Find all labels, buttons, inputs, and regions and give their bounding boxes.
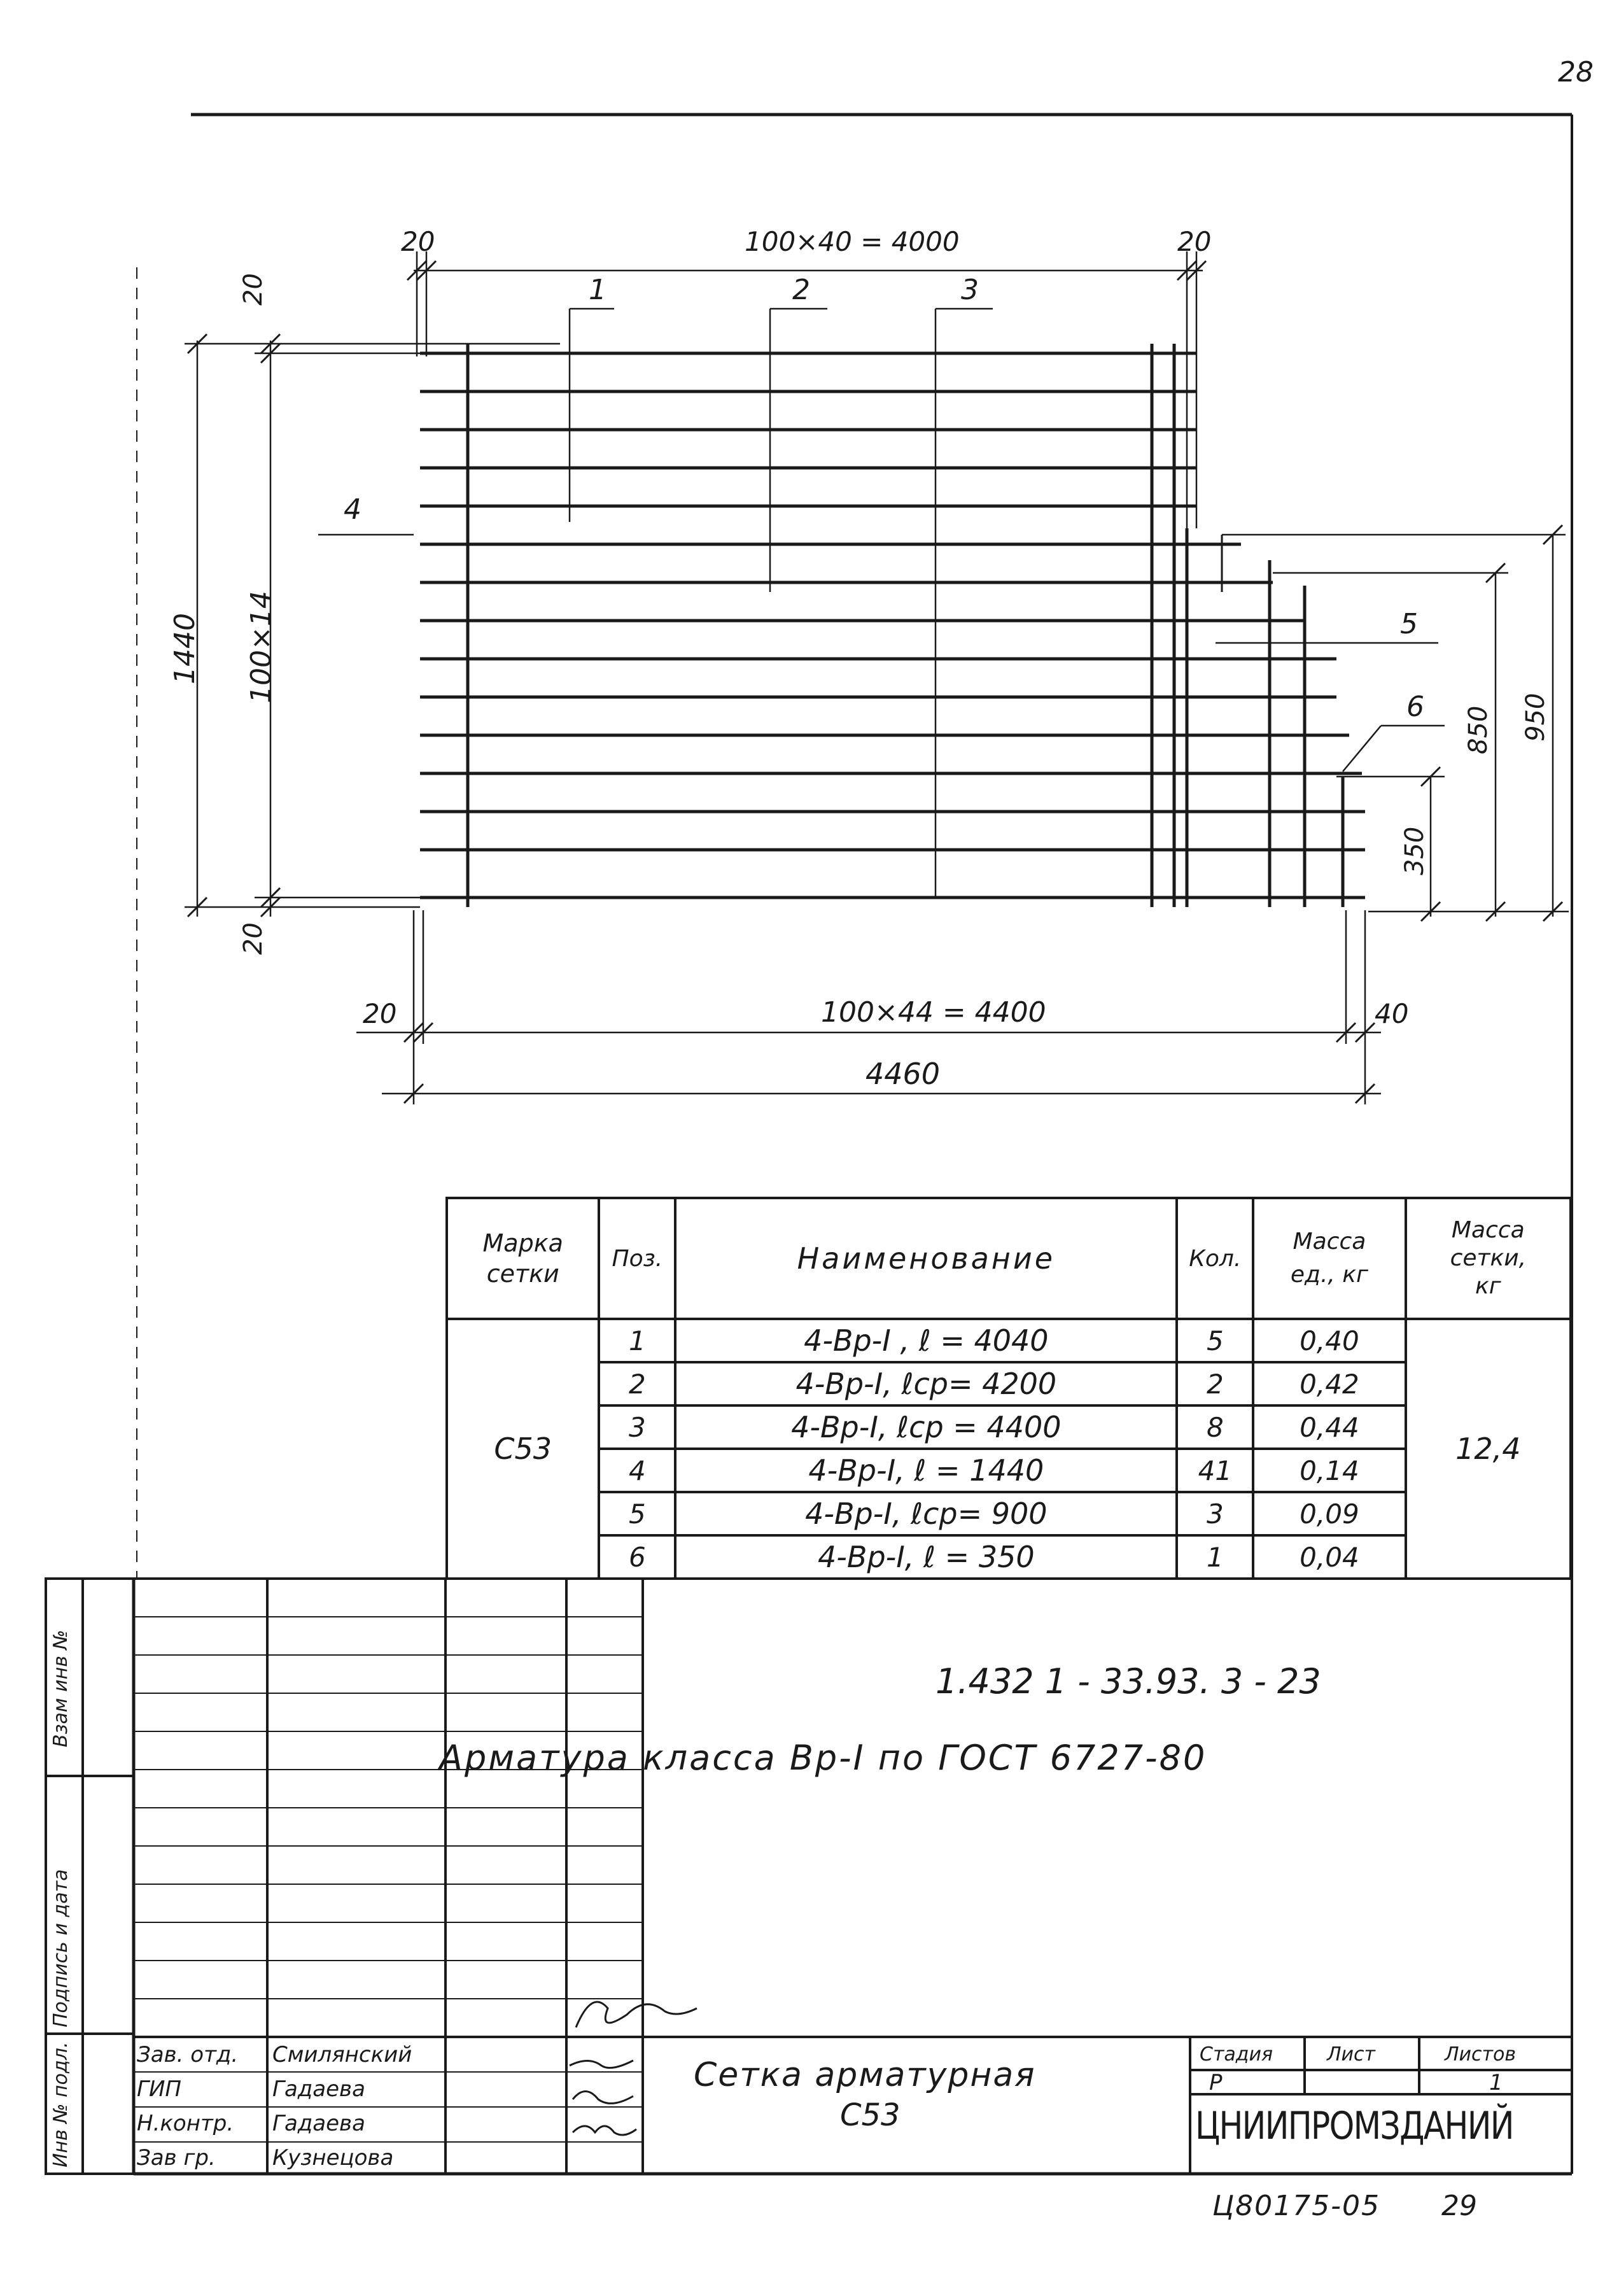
cell-qty: 2: [1177, 1362, 1253, 1405]
dim-top-right: 20: [1177, 226, 1212, 257]
header-pos: Поз.: [599, 1198, 675, 1319]
dim-right-350: 350: [1400, 826, 1429, 875]
dim-top-left: 20: [401, 226, 435, 257]
header-name: Наименование: [675, 1198, 1177, 1319]
cell-pos: 5: [599, 1492, 675, 1535]
callout-4: 4: [344, 493, 361, 526]
signatures: [570, 2002, 697, 2135]
dim-left-inner: 100×14: [245, 591, 277, 703]
role-name: Гадаева: [272, 2076, 365, 2102]
cell-pos: 3: [599, 1405, 675, 1449]
header-unit-mass: Масса ед., кг: [1253, 1198, 1405, 1319]
header-mark: Марка сетки: [447, 1198, 599, 1319]
header-total-mass: Масса сетки, кг: [1406, 1198, 1571, 1319]
page-number: 28: [1558, 56, 1594, 88]
role-label: Зав гр.: [137, 2145, 216, 2171]
sheet-label: Лист: [1327, 2043, 1376, 2066]
stamp-vzam-inv: Взам инв №: [50, 1630, 72, 1747]
doc-code: 1.432 1 - 33.93. 3 - 23: [936, 1661, 1321, 1701]
cell-qty: 41: [1177, 1449, 1253, 1492]
cell-unit-mass: 0,40: [1253, 1319, 1405, 1362]
cell-unit-mass: 0,14: [1253, 1449, 1405, 1492]
cell-pos: 2: [599, 1362, 675, 1405]
cell-name: 4-Вр-I, ℓ = 1440: [675, 1449, 1177, 1492]
callout-6: 6: [1406, 691, 1424, 723]
role-label: Н.контр.: [137, 2111, 234, 2136]
dim-bottom-right: 40: [1375, 998, 1409, 1029]
cell-pos: 6: [599, 1535, 675, 1579]
signature-4: [573, 2126, 636, 2135]
spec-header-row: [447, 1198, 1571, 1319]
stage-label: Стадия: [1200, 2043, 1273, 2066]
sheet-title-mark: С53: [840, 2097, 901, 2133]
stamp-inv-podl: Инв № подл.: [50, 2041, 72, 2167]
cell-pos: 4: [599, 1449, 675, 1492]
cell-name: 4-Вр-I , ℓ = 4040: [675, 1319, 1177, 1362]
table-row: [447, 1492, 1571, 1535]
callout-1: 1: [589, 274, 606, 306]
footer-code: Ц80175-05: [1212, 2190, 1380, 2222]
reinforcement-mesh: [420, 344, 1365, 907]
sheet-title: Сетка арматурная: [694, 2056, 1036, 2094]
cell-name: 4-Вр-I, ℓ = 350: [675, 1535, 1177, 1579]
cell-pos: 1: [599, 1319, 675, 1362]
role-name: Гадаева: [272, 2111, 365, 2136]
sheets-label: Листов: [1445, 2043, 1517, 2066]
cell-unit-mass: 0,09: [1253, 1492, 1405, 1535]
note-text: Арматура класса Вр-I по ГОСТ 6727-80: [439, 1738, 1207, 1778]
cell-qty: 8: [1177, 1405, 1253, 1449]
dim-right-950: 950: [1521, 693, 1550, 742]
cell-unit-mass: 0,44: [1253, 1405, 1405, 1449]
org-name: ЦНИИПРОМЗДАНИЙ: [1195, 2104, 1513, 2148]
stage-value: Р: [1209, 2070, 1223, 2095]
cell-unit-mass: 0,42: [1253, 1362, 1405, 1405]
dim-bottom-span: 100×44 = 4400: [821, 996, 1046, 1029]
table-row: [447, 1449, 1571, 1492]
signature-1: [576, 2002, 697, 2027]
signature-2: [570, 2060, 633, 2068]
cell-unit-mass: 0,04: [1253, 1535, 1405, 1579]
cell-qty: 1: [1177, 1535, 1253, 1579]
dimension-ticks: [188, 261, 1562, 1103]
spec-table: [445, 1197, 1572, 1580]
cell-name: 4-Вр-I, ℓср = 4400: [675, 1405, 1177, 1449]
dim-right-850: 850: [1464, 705, 1493, 754]
cell-mark: С53: [447, 1319, 599, 1579]
table-row: [447, 1535, 1571, 1579]
header-qty: Кол.: [1177, 1198, 1253, 1319]
table-row: [447, 1362, 1571, 1405]
footer-page: 29: [1441, 2190, 1477, 2222]
dim-bottom-left: 20: [363, 998, 397, 1029]
role-name: Кузнецова: [272, 2145, 394, 2171]
table-row: [447, 1405, 1571, 1449]
dim-left-top: 20: [239, 273, 268, 306]
cell-qty: 3: [1177, 1492, 1253, 1535]
callout-3: 3: [961, 274, 979, 306]
cell-qty: 5: [1177, 1319, 1253, 1362]
dim-bottom-total: 4460: [866, 1057, 941, 1091]
dim-left-bottom: 20: [239, 922, 268, 955]
signature-3: [573, 2092, 633, 2104]
role-label: ГИП: [137, 2076, 181, 2102]
dim-top-span: 100×40 = 4000: [745, 226, 960, 257]
stamp-signature-date: Подпись и дата: [50, 1869, 72, 2027]
spec-body: [447, 1319, 1571, 1579]
dimension-lines: [185, 251, 1569, 1104]
cell-name: 4-Вр-I, ℓср= 900: [675, 1492, 1177, 1535]
dim-left-outer: 1440: [169, 613, 201, 684]
cell-total-mass: 12,4: [1406, 1319, 1571, 1579]
callout-5: 5: [1400, 608, 1418, 640]
sheets-value: 1: [1489, 2070, 1503, 2095]
cell-name: 4-Вр-I, ℓср= 4200: [675, 1362, 1177, 1405]
role-name: Смилянский: [272, 2042, 412, 2067]
callout-2: 2: [792, 274, 810, 306]
role-label: Зав. отд.: [137, 2042, 239, 2067]
table-row: [447, 1319, 1571, 1362]
